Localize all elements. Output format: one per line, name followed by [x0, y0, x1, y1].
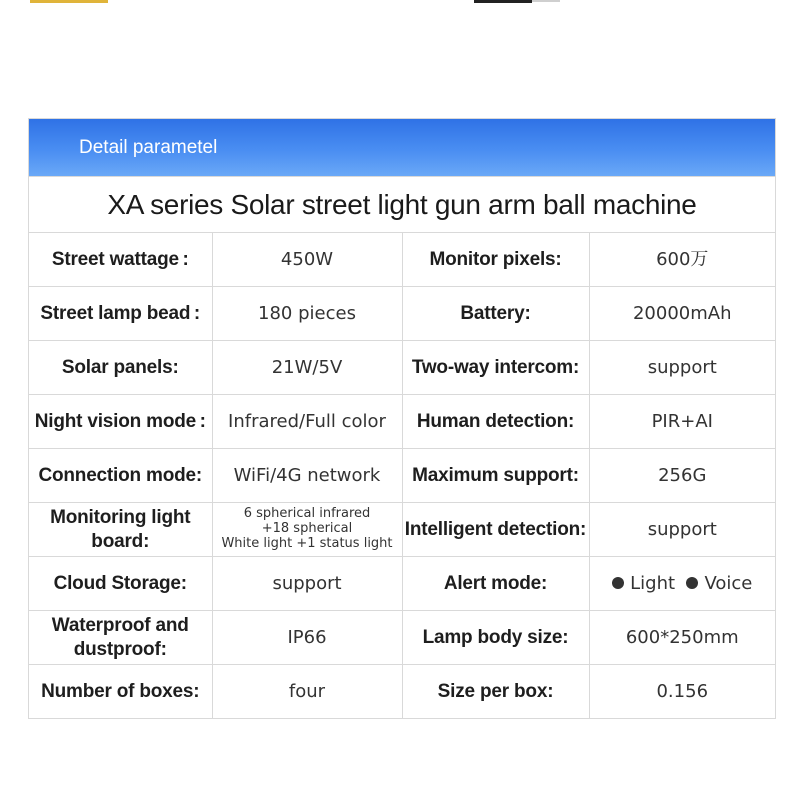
- top-decor-strip: [30, 0, 108, 3]
- spec-label: Monitor pixels:: [402, 233, 589, 287]
- spec-value: 0.156: [589, 665, 775, 719]
- spec-label: Lamp body size:: [402, 611, 589, 665]
- bullet-dot-icon: [612, 577, 624, 589]
- product-title: XA series Solar street light gun arm ball machine: [29, 176, 775, 232]
- spec-label: Night vision mode :: [29, 395, 212, 449]
- table-row: [29, 233, 775, 287]
- spec-value: 256G: [589, 449, 775, 503]
- spec-label: Monitoring light board:: [29, 503, 212, 557]
- spec-value-line: White light +1 status light: [221, 535, 393, 551]
- table-row: [29, 341, 775, 395]
- alert-mode-voice: Voice: [704, 572, 753, 594]
- spec-label: Street wattage :: [29, 233, 212, 287]
- spec-value: IP66: [212, 611, 402, 665]
- spec-value-line: +18 spherical: [261, 521, 353, 537]
- spec-label: Waterproof and dustproof:: [29, 611, 212, 665]
- spec-value: support: [589, 503, 775, 557]
- panel-header: [29, 119, 775, 176]
- bullet-dot-icon: [686, 577, 698, 589]
- spec-value: PIR+AI: [589, 395, 775, 449]
- spec-value: 600万: [589, 233, 775, 287]
- spec-label: Alert mode:: [402, 557, 589, 611]
- spec-value: Infrared/Full color: [212, 395, 402, 449]
- table-row: [29, 287, 775, 341]
- table-row: [29, 395, 775, 449]
- spec-label: Connection mode:: [29, 449, 212, 503]
- parameter-panel: [28, 118, 776, 719]
- panel-header-title: Detail parametel: [79, 136, 218, 158]
- spec-label: Cloud Storage:: [29, 557, 212, 611]
- alert-mode-values: [589, 557, 775, 611]
- table-row: [29, 503, 775, 557]
- spec-value: support: [212, 557, 402, 611]
- spec-value-multiline: [212, 503, 402, 557]
- spec-value: 600*250mm: [589, 611, 775, 665]
- spec-label: Intelligent detection:: [402, 503, 589, 557]
- top-decor-strip: [474, 0, 532, 3]
- table-row: [29, 665, 775, 719]
- spec-label: Solar panels:: [29, 341, 212, 395]
- table-row: [29, 557, 775, 611]
- spec-table: [29, 232, 775, 718]
- top-decor-strip: [532, 0, 560, 2]
- spec-label: Size per box:: [402, 665, 589, 719]
- spec-value: WiFi/4G network: [212, 449, 402, 503]
- spec-label: Number of boxes:: [29, 665, 212, 719]
- table-row: [29, 449, 775, 503]
- spec-value-line: 6 spherical infrared: [243, 506, 371, 522]
- spec-value: 21W/5V: [212, 341, 402, 395]
- spec-label: Human detection:: [402, 395, 589, 449]
- spec-label: Street lamp bead :: [29, 287, 212, 341]
- spec-value: 20000mAh: [589, 287, 775, 341]
- spec-label: Maximum support:: [402, 449, 589, 503]
- spec-label: Two-way intercom:: [402, 341, 589, 395]
- spec-label: Battery:: [402, 287, 589, 341]
- spec-value: 450W: [212, 233, 402, 287]
- table-row: [29, 611, 775, 665]
- spec-value: support: [589, 341, 775, 395]
- spec-value: four: [212, 665, 402, 719]
- spec-value: 180 pieces: [212, 287, 402, 341]
- alert-mode-light: Light: [630, 572, 676, 594]
